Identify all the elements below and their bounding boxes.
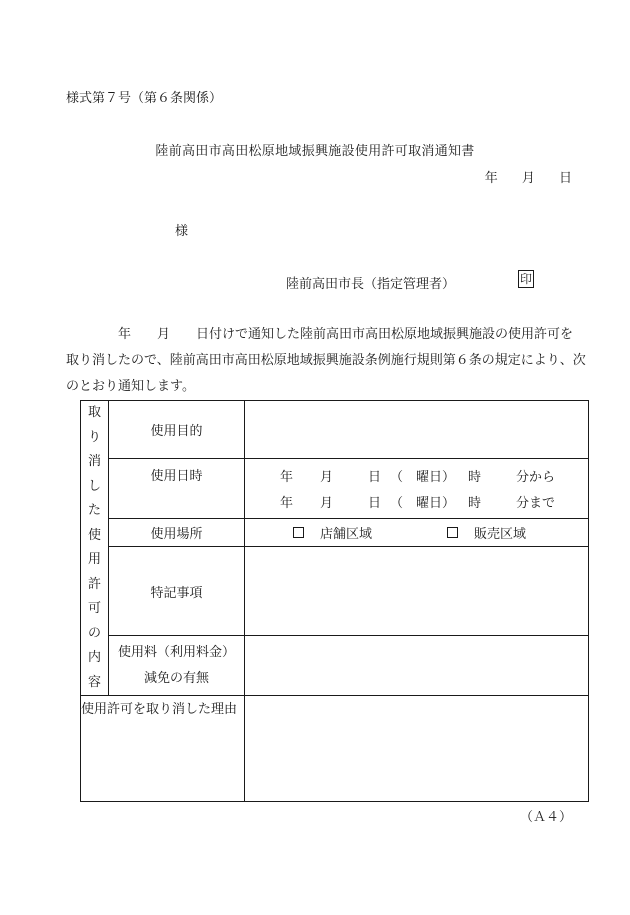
fee-field[interactable]: [245, 636, 589, 696]
side-label-char: 使: [87, 527, 101, 543]
side-label-char: た: [87, 503, 101, 518]
date-line: 年 月 日: [484, 171, 572, 186]
fee-label-line-2: 減免の有無: [143, 670, 209, 686]
sales-area-checkbox[interactable]: [447, 527, 458, 538]
end-month: 月: [320, 495, 334, 511]
end-hour: 時: [468, 495, 482, 511]
side-label-char: し: [87, 478, 101, 494]
cancelled-content-side-label: [81, 401, 109, 696]
notice-body: [66, 322, 586, 400]
start-hour: 時: [468, 469, 482, 485]
recipient-suffix: 様: [175, 224, 189, 239]
notes-field[interactable]: [245, 547, 589, 636]
sales-area-label: 販売区域: [474, 526, 527, 542]
body-sentence: 日付けで通知した陸前高田市高田松原地域振興施設の使用許可を取り消したので、陸前高田市高田松原地域振興施設条例施行規則第６条の規定により、次のとおり通知します。: [66, 327, 586, 394]
start-minute: 分から: [516, 469, 556, 485]
notes-label: 特記事項: [109, 547, 245, 636]
datetime-start-row: [245, 462, 588, 488]
start-year: 年: [280, 469, 294, 485]
end-minute: 分まで: [516, 495, 556, 511]
page-size-note: （Ａ４）: [519, 810, 572, 825]
side-label-char: の: [87, 625, 101, 641]
side-label-char: 内: [87, 650, 101, 665]
side-label-char: 可: [87, 601, 101, 616]
datetime-label: 使用日時: [109, 458, 245, 518]
start-weekday: （ 曜日）: [390, 469, 456, 485]
purpose-field[interactable]: [245, 401, 589, 459]
end-year: 年: [280, 495, 294, 511]
end-day: 日: [368, 495, 382, 511]
fee-label: [109, 636, 245, 696]
purpose-label: 使用目的: [109, 401, 245, 459]
sender-name: 陸前高田市長（指定管理者）: [286, 277, 456, 292]
side-label-char: 容: [87, 674, 101, 690]
datetime-field[interactable]: [245, 458, 589, 518]
document-title: 陸前高田市高田松原地域振興施設使用許可取消通知書: [155, 144, 475, 159]
store-area-checkbox[interactable]: [293, 527, 304, 538]
side-label-char: 用: [87, 552, 101, 567]
cancellation-details-table: [80, 400, 589, 802]
side-label-char: り: [87, 429, 101, 445]
side-label-char: 許: [87, 576, 101, 592]
reason-field[interactable]: [245, 696, 589, 802]
start-month: 月: [320, 469, 334, 485]
side-label-char: 消: [87, 454, 101, 469]
seal-mark: 印: [520, 272, 533, 286]
datetime-end-row: [245, 488, 588, 514]
place-field: [245, 518, 589, 547]
place-label: 使用場所: [109, 518, 245, 547]
body-month: 月: [157, 327, 171, 342]
start-day: 日: [368, 469, 382, 485]
reason-label: 使用許可を取り消した理由: [81, 696, 245, 802]
side-label-char: 取: [87, 405, 101, 420]
store-area-label: 店舗区域: [320, 526, 373, 542]
form-number: 様式第７号（第６条関係）: [66, 91, 223, 106]
fee-label-line-1: 使用料（利用料金）: [117, 644, 235, 660]
body-year: 年: [118, 327, 132, 342]
end-weekday: （ 曜日）: [390, 495, 456, 511]
